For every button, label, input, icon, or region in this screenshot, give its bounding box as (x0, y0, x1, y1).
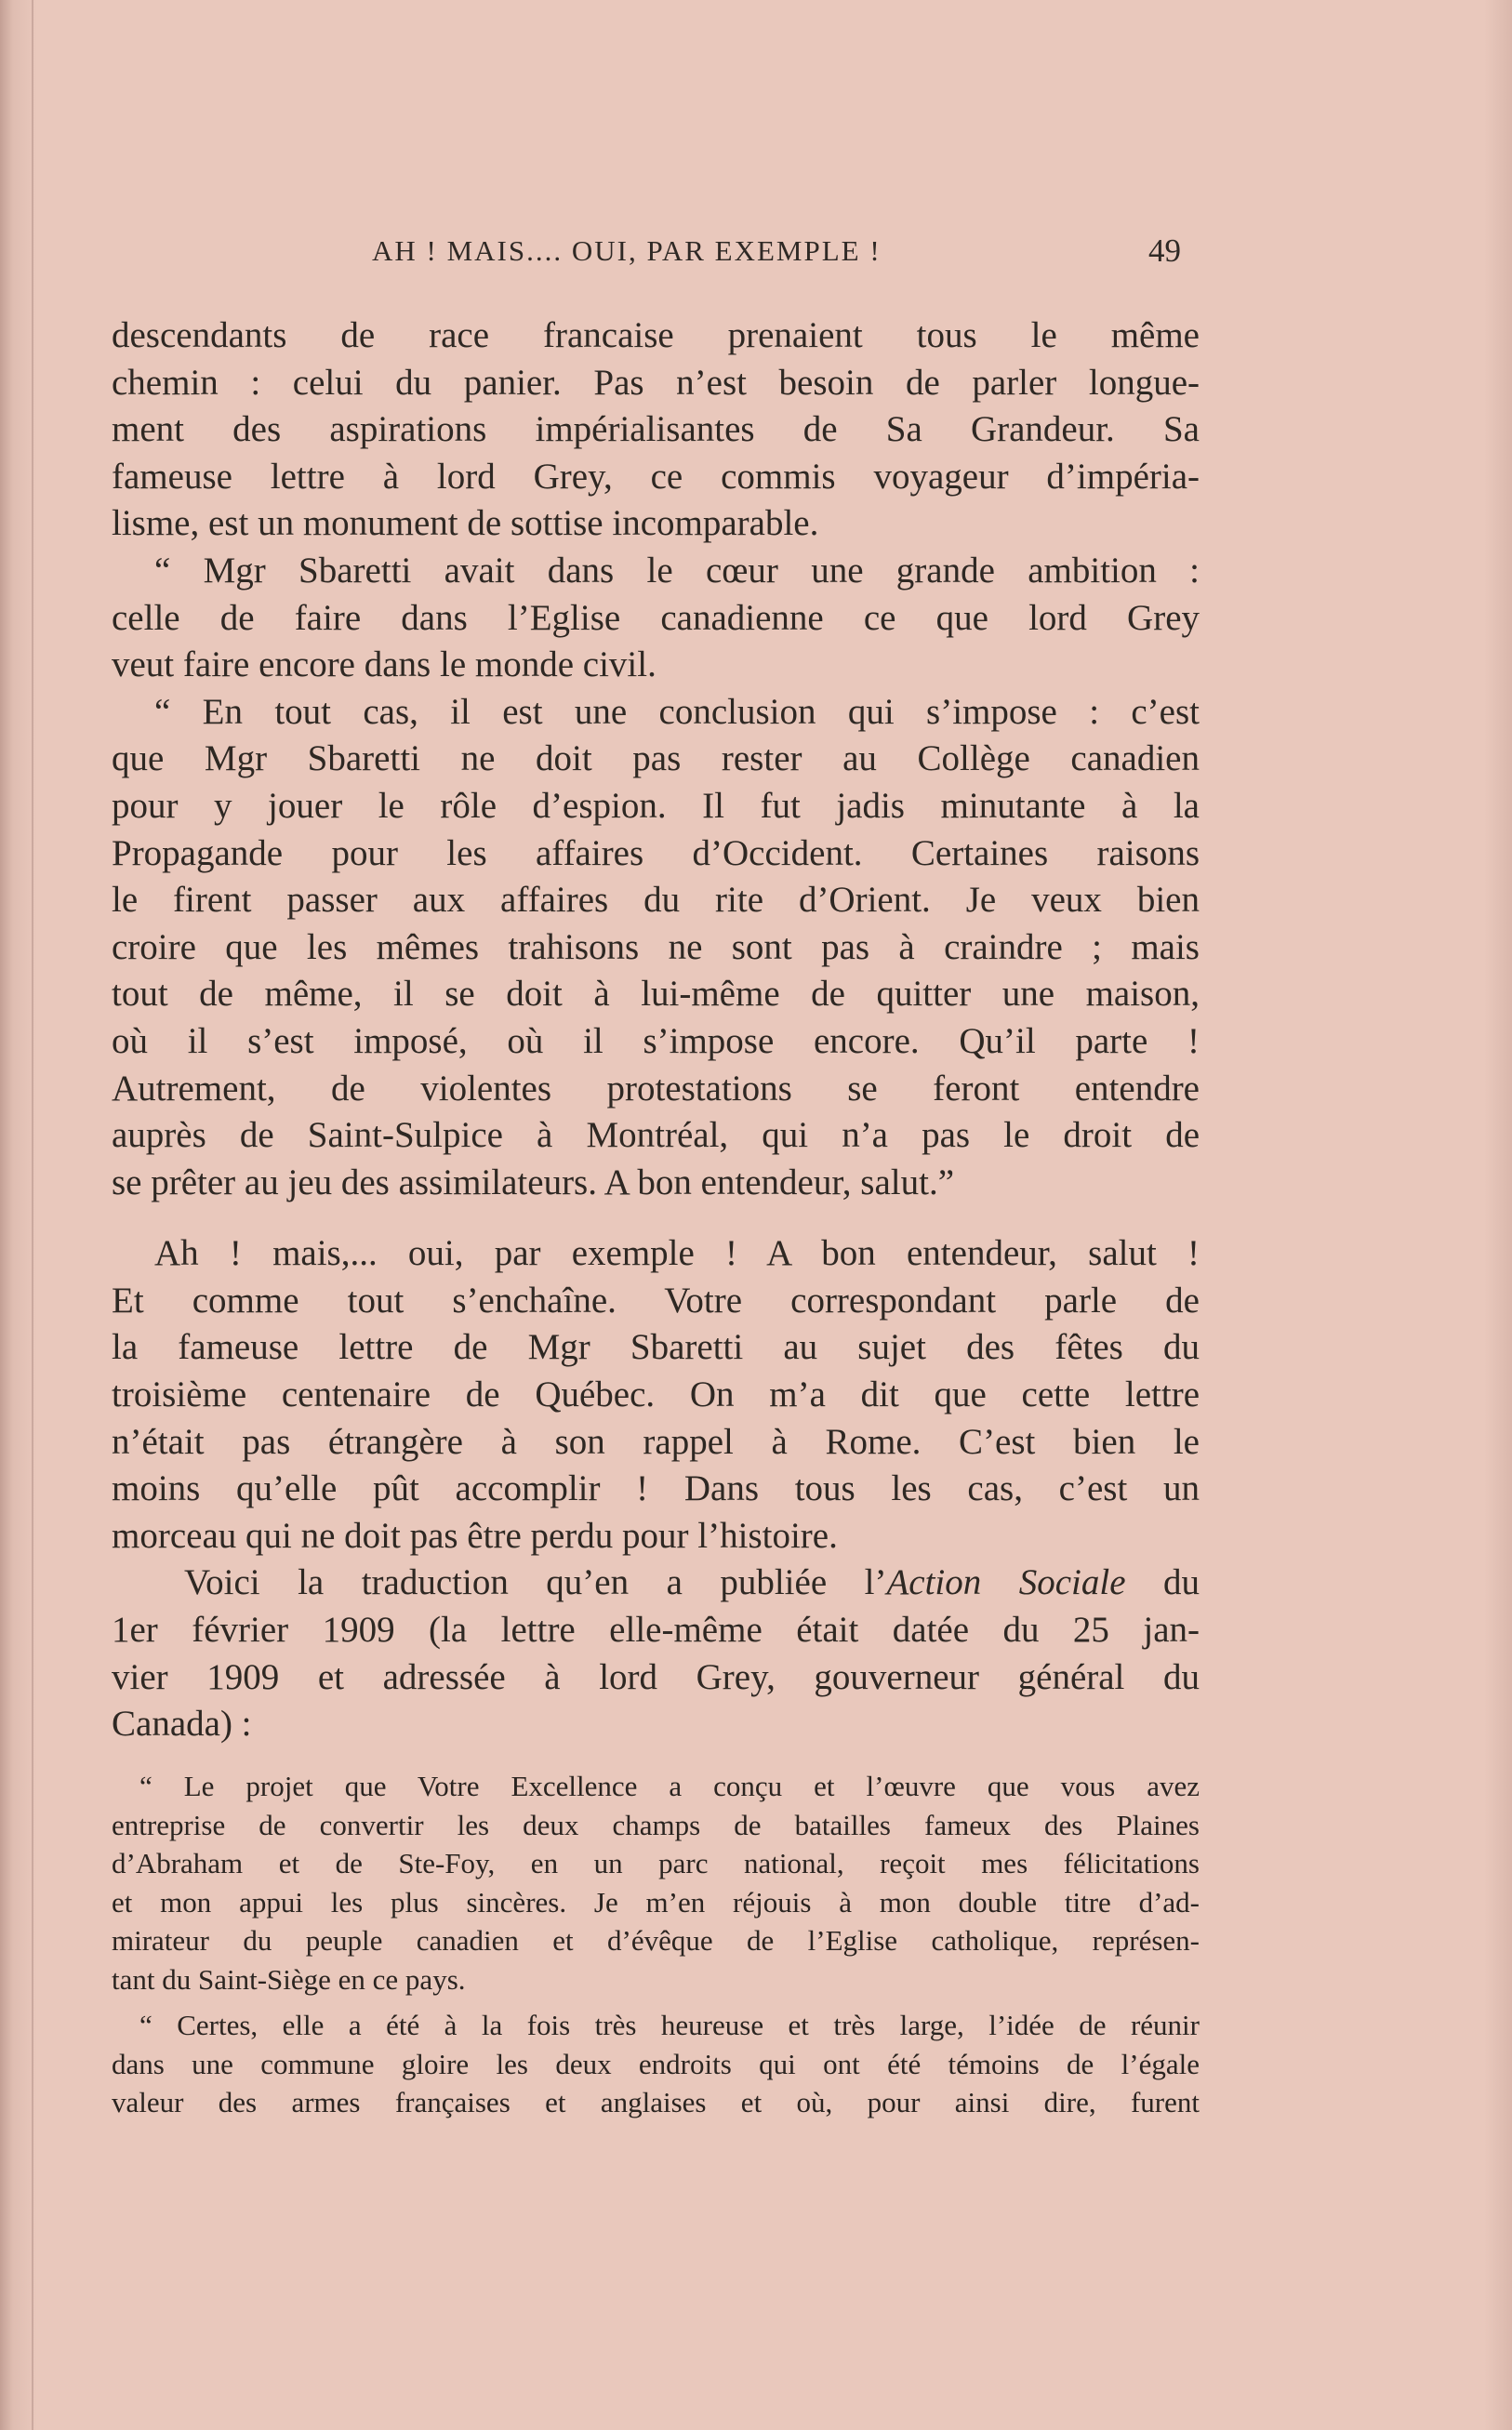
quote-line: dans une commune gloire les deux endroits qui ont été témoins de l’égale (112, 2047, 1200, 2080)
quote-line: entreprise de convertir les deux champs de batailles fameux des Plaines (112, 1808, 1200, 1841)
paragraph-gap (112, 1998, 1200, 2006)
quote-line: “ Certes, elle a été à la fois très heureuse et très large, l’idée de réunir (139, 2009, 1200, 2041)
page-gutter (32, 0, 33, 2430)
text-line: fameuse lettre à lord Grey, ce commis voyageur d’impéria- (112, 456, 1200, 497)
text-line: la fameuse lettre de Mgr Sbaretti au sujet des fêtes du (112, 1327, 1200, 1368)
quote-line: tant du Saint-Siège en ce pays. (112, 1962, 466, 1996)
quote-line: mirateur du peuple canadien et d’évêque de l’Eglise catholique, représen- (112, 1924, 1200, 1957)
text-line: tout de même, il se doit à lui-même de quitter une maison, (112, 974, 1200, 1015)
text-line: auprès de Saint-Sulpice à Montréal, qui n’a pas le droit de (112, 1115, 1200, 1156)
text-line: lisme, est un monument de sottise incomparable. (112, 503, 819, 544)
text-segment: Voici la traduction qu’en a publiée l’ (184, 1562, 887, 1603)
text-segment: du (1125, 1562, 1200, 1603)
text-line: que Mgr Sbaretti ne doit pas rester au Collège canadien (112, 738, 1200, 779)
text-line: “ En tout cas, il est une conclusion qui s’impose : c’est (154, 691, 1200, 732)
italic-title: Action Sociale (886, 1562, 1126, 1603)
text-line: croire que les mêmes trahisons ne sont pas à craindre ; mais (112, 926, 1200, 967)
text-line: pour y jouer le rôle d’espion. Il fut jadis minutante à la (112, 785, 1200, 826)
paragraph-gap (112, 1206, 1200, 1230)
text-line: où il s’est imposé, où il s’impose encore. Qu’il parte ! (112, 1020, 1200, 1061)
text-line: veut faire encore dans le monde civil. (112, 644, 657, 685)
text-line: se prêter au jeu des assimilateurs. A bon entendeur, salut.” (112, 1162, 955, 1202)
quote-line: d’Abraham et de Ste-Foy, en un parc national, reçoit mes félicitations (112, 1847, 1200, 1879)
text-line: descendants de race francaise prenaient tous le même (112, 315, 1200, 355)
running-head: AH ! MAIS.... OUI, PAR EXEMPLE ! (372, 234, 882, 267)
text-line: troisième centenaire de Québec. On m’a dit que cette lettre (112, 1374, 1200, 1415)
text-line: Autrement, de violentes protestations se feront entendre (112, 1068, 1200, 1109)
body-text (112, 312, 1200, 1748)
text-line: le firent passer aux affaires du rite d’Orient. Je veux bien (112, 880, 1200, 921)
text-line: Et comme tout s’enchaîne. Votre correspondant parle de (112, 1280, 1200, 1321)
text-line: Ah ! mais,... oui, par exemple ! A bon entendeur, salut ! (154, 1233, 1200, 1274)
quote-line: valeur des armes françaises et anglaises et où, pour ainsi dire, furent (112, 2086, 1200, 2118)
text-line: moins qu’elle pût accomplir ! Dans tous les cas, c’est un (112, 1468, 1200, 1509)
text-line: “ Mgr Sbaretti avait dans le cœur une grande ambition : (154, 550, 1200, 591)
text-line: vier 1909 et adressée à lord Grey, gouverneur général du (112, 1656, 1200, 1697)
text-line: n’était pas étrangère à son rappel à Rome. C’est bien le (112, 1421, 1200, 1462)
text-line: Canada) : (112, 1704, 252, 1745)
text-line: Propagande pour les affaires d’Occident. Certaines raisons (112, 832, 1200, 873)
quote-line: et mon appui les plus sincères. Je m’en réjouis à mon double titre d’ad- (112, 1885, 1200, 1919)
text-line (112, 1560, 1200, 1607)
quote-line: “ Le projet que Votre Excellence a conçu et l’œuvre que vous avez (139, 1770, 1200, 1802)
text-line: morceau qui ne doit pas être perdu pour l’histoire. (112, 1515, 838, 1556)
text-line: chemin : celui du panier. Pas n’est besoin de parler longue- (112, 362, 1200, 403)
quoted-letter (112, 1767, 1200, 2122)
text-line: ment des aspirations impérialisantes de Sa Grandeur. Sa (112, 409, 1200, 450)
page-number: 49 (1148, 232, 1181, 269)
text-line: celle de faire dans l’Eglise canadienne ce que lord Grey (112, 597, 1200, 638)
text-line: 1er février 1909 (la lettre elle-même était datée du 25 jan- (112, 1610, 1200, 1651)
